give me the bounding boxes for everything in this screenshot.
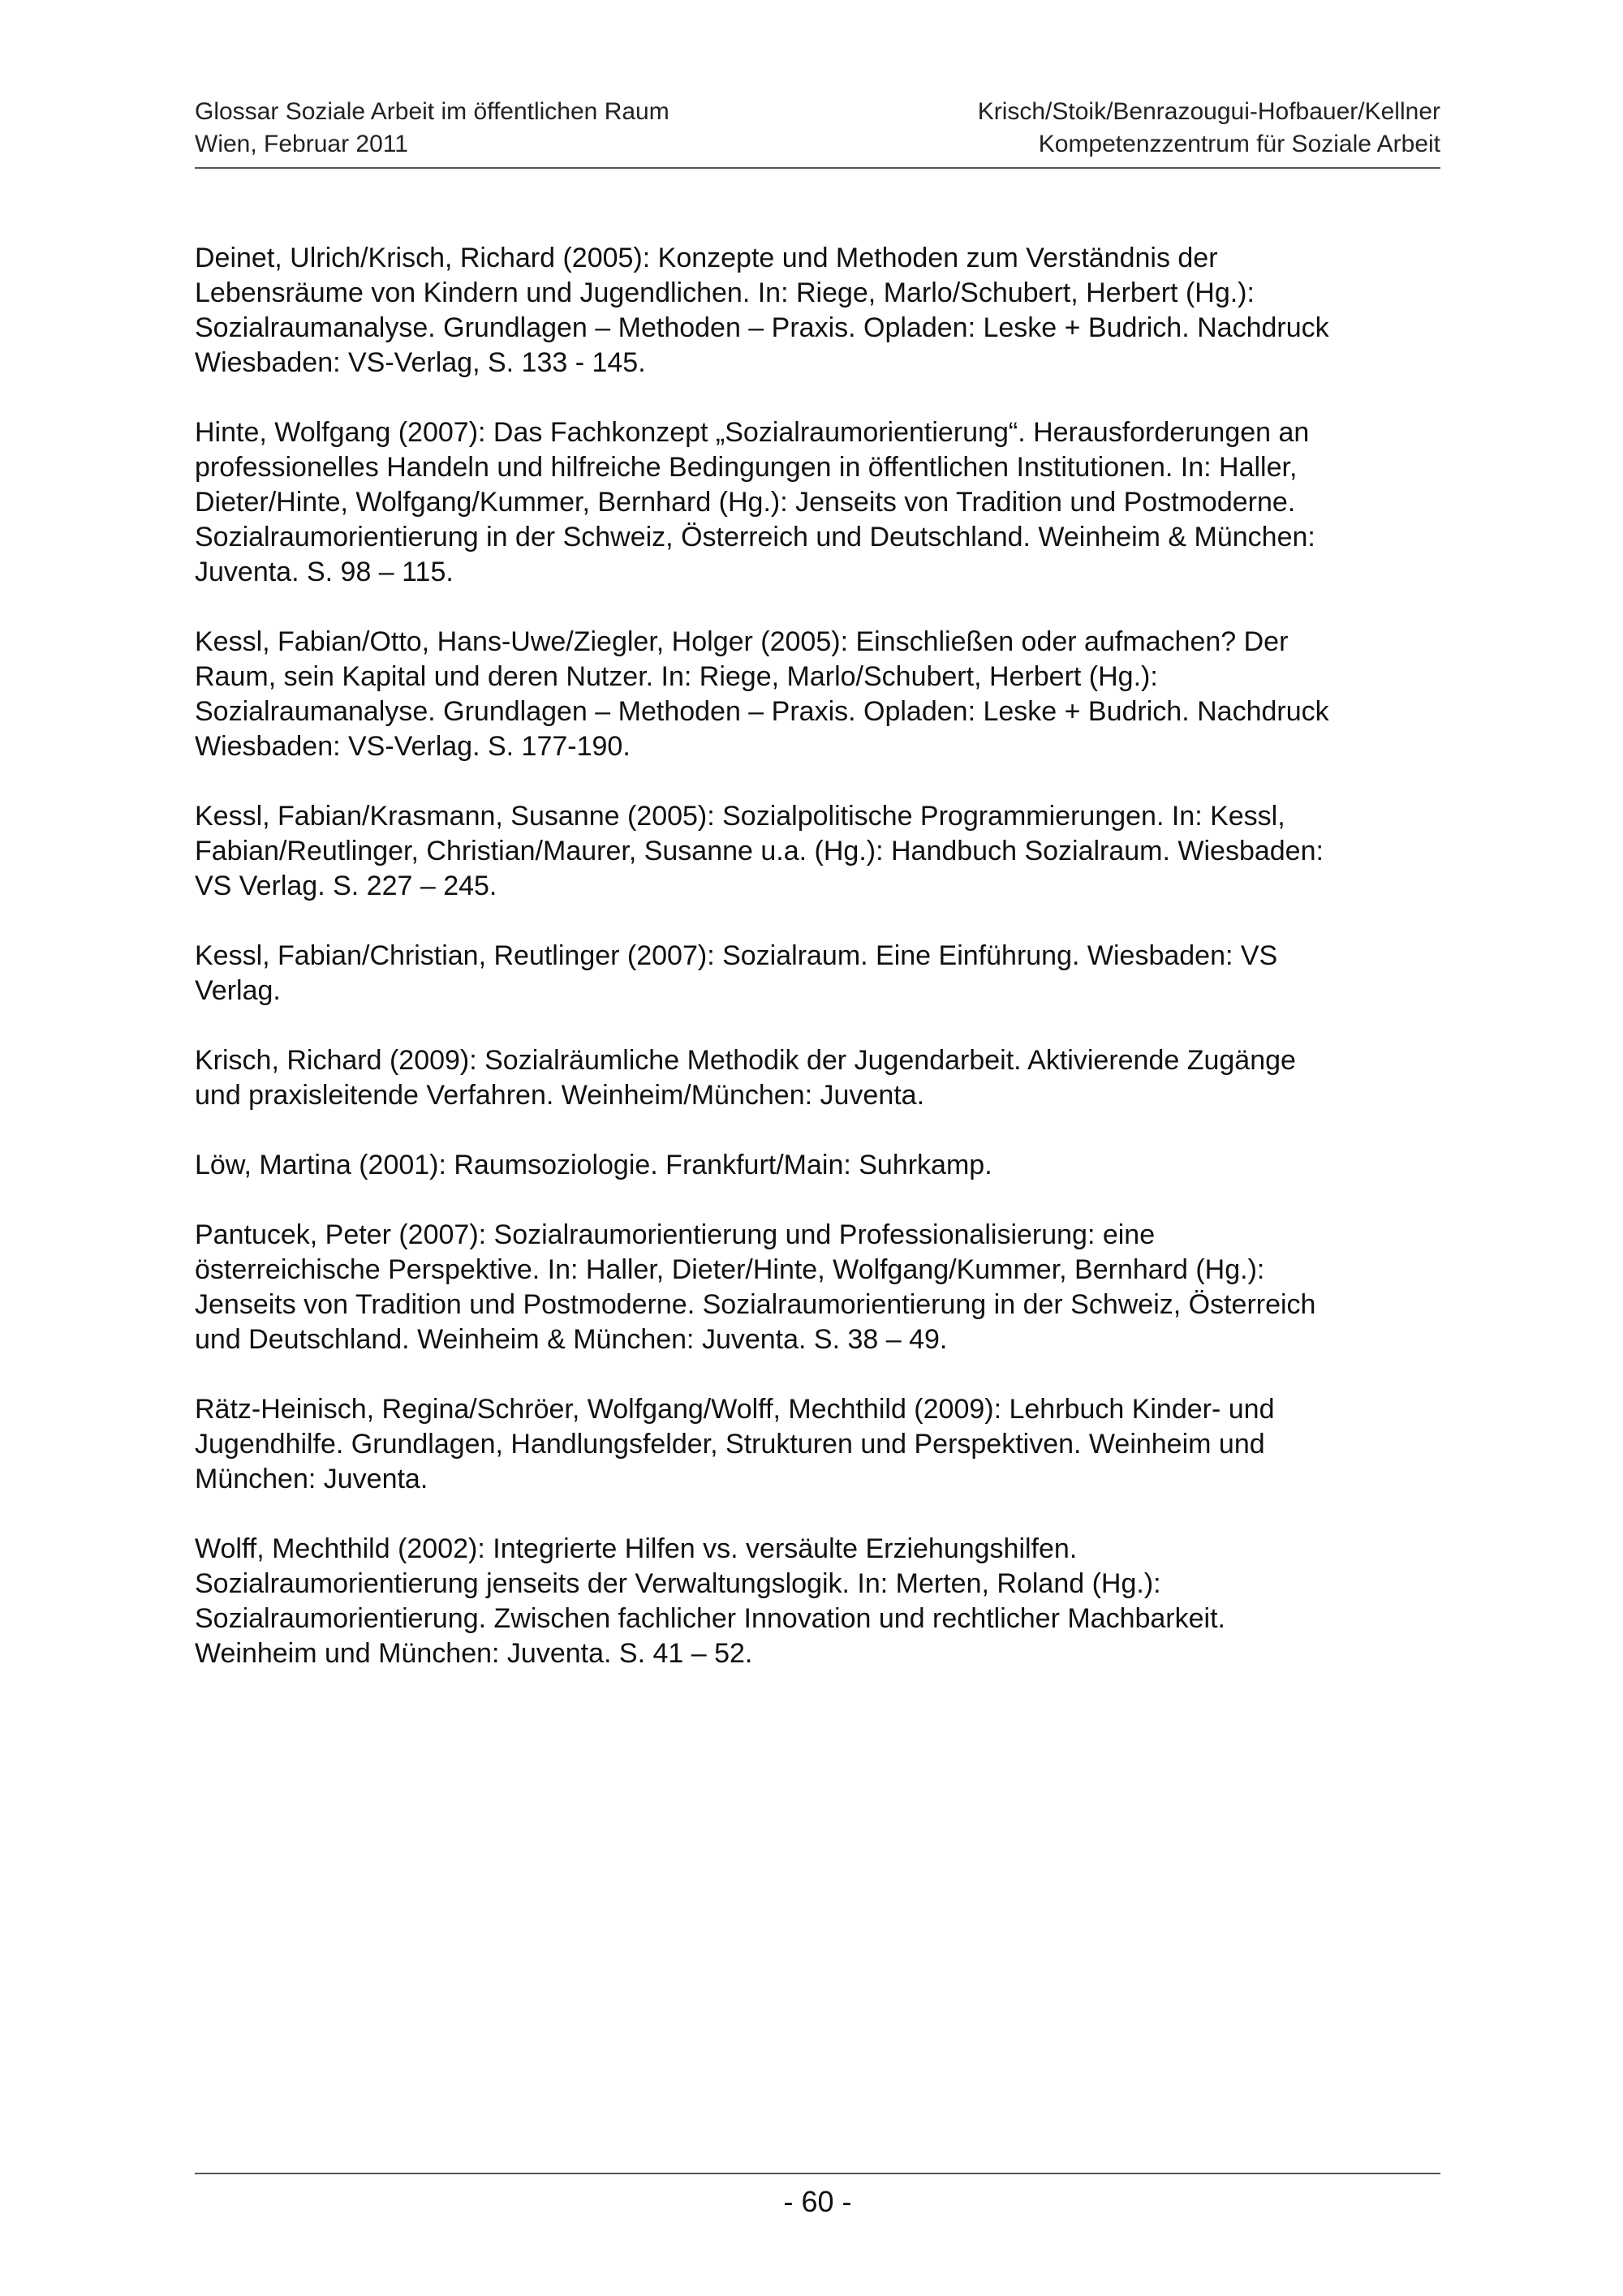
reference-entry: Deinet, Ulrich/Krisch, Richard (2005): Konzepte und Methoden zum Verständnis der Lebensräume von Kindern und Jugendlichen. In: Riege, Marlo/Schubert, Herbert (Hg.): Sozialraumanalyse. Grundlagen – Methoden – Praxis. Opladen: Leske + Budrich. Nachdruck Wiesbaden: VS-Verlag, S. 133 - 145. [195, 243, 1329, 378]
page-footer [195, 2173, 1440, 2218]
reference-entry: Krisch, Richard (2009): Sozialräumliche Methodik der Jugendarbeit. Aktivierende Zugänge und praxisleitende Verfahren. Weinheim/München: Juventa. [195, 1045, 1296, 1111]
reference-entry: Pantucek, Peter (2007): Sozialraumorientierung und Professionalisierung: eine österreichische Perspektive. In: Haller, Dieter/Hinte, Wolfgang/Kummer, Bernhard (Hg.): Jenseits von Tradition und Postmoderne. Sozialraumorientierung in der Schweiz, Österreich und Deutschland. Weinheim & München: Juventa. S. 38 – 49. [195, 1219, 1316, 1355]
header-left [195, 96, 669, 161]
reference-entry: Rätz-Heinisch, Regina/Schröer, Wolfgang/Wolff, Mechthild (2009): Lehrbuch Kinder- und Jugendhilfe. Grundlagen, Handlungsfelder, Strukturen und Perspektiven. Weinheim und München: Juventa. [195, 1394, 1275, 1494]
reference-list [195, 241, 1453, 1706]
reference-entry: Kessl, Fabian/Christian, Reutlinger (2007): Sozialraum. Eine Einführung. Wiesbaden: VS Verlag. [195, 940, 1278, 1006]
reference-entry: Kessl, Fabian/Krasmann, Susanne (2005): Sozialpolitische Programmierungen. In: Kessl, Fabian/Reutlinger, Christian/Maurer, Susanne u.a. (Hg.): Handbuch Sozialraum. Wiesbaden: VS Verlag. S. 227 – 245. [195, 801, 1324, 901]
document-date: Wien, Februar 2011 [195, 131, 408, 157]
reference-entry: Wolff, Mechthild (2002): Integrierte Hilfen vs. versäulte Erziehungshilfen. Sozialraumorientierung jenseits der Verwaltungslogik. In: Merten, Roland (Hg.): Sozialraumorientierung. Zwischen fachlicher Innovation und rechtlicher Machbarkeit. Weinheim und München: Juventa. S. 41 – 52. [195, 1533, 1225, 1669]
reference-entry: Kessl, Fabian/Otto, Hans-Uwe/Ziegler, Holger (2005): Einschließen oder aufmachen? Der Raum, sein Kapital und deren Nutzer. In: Riege, Marlo/Schubert, Herbert (Hg.): Sozialraumanalyse. Grundlagen – Methoden – Praxis. Opladen: Leske + Budrich. Nachdruck Wiesbaden: VS-Verlag. S. 177-190. [195, 626, 1329, 762]
header-right [978, 96, 1440, 161]
document-authors: Krisch/Stoik/Benrazougui-Hofbauer/Kellner [977, 98, 1440, 125]
page-header [195, 96, 1440, 169]
page-number: - 60 - [783, 2185, 852, 2218]
document-organization: Kompetenzzentrum für Soziale Arbeit [1038, 131, 1440, 157]
reference-entry: Löw, Martina (2001): Raumsoziologie. Frankfurt/Main: Suhrkamp. [195, 1150, 992, 1180]
document-title: Glossar Soziale Arbeit im öffentlichen Raum [195, 98, 669, 125]
reference-entry: Hinte, Wolfgang (2007): Das Fachkonzept „Sozialraumorientierung“. Herausforderungen an professionelles Handeln und hilfreiche Bedingungen in öffentlichen Institutionen. In: Haller, Dieter/Hinte, Wolfgang/Kummer, Bernhard (Hg.): Jenseits von Tradition und Postmoderne. Sozialraumorientierung in der Schweiz, Österreich und Deutschland. Weinheim & München: Juventa. S. 98 – 115. [195, 417, 1315, 587]
